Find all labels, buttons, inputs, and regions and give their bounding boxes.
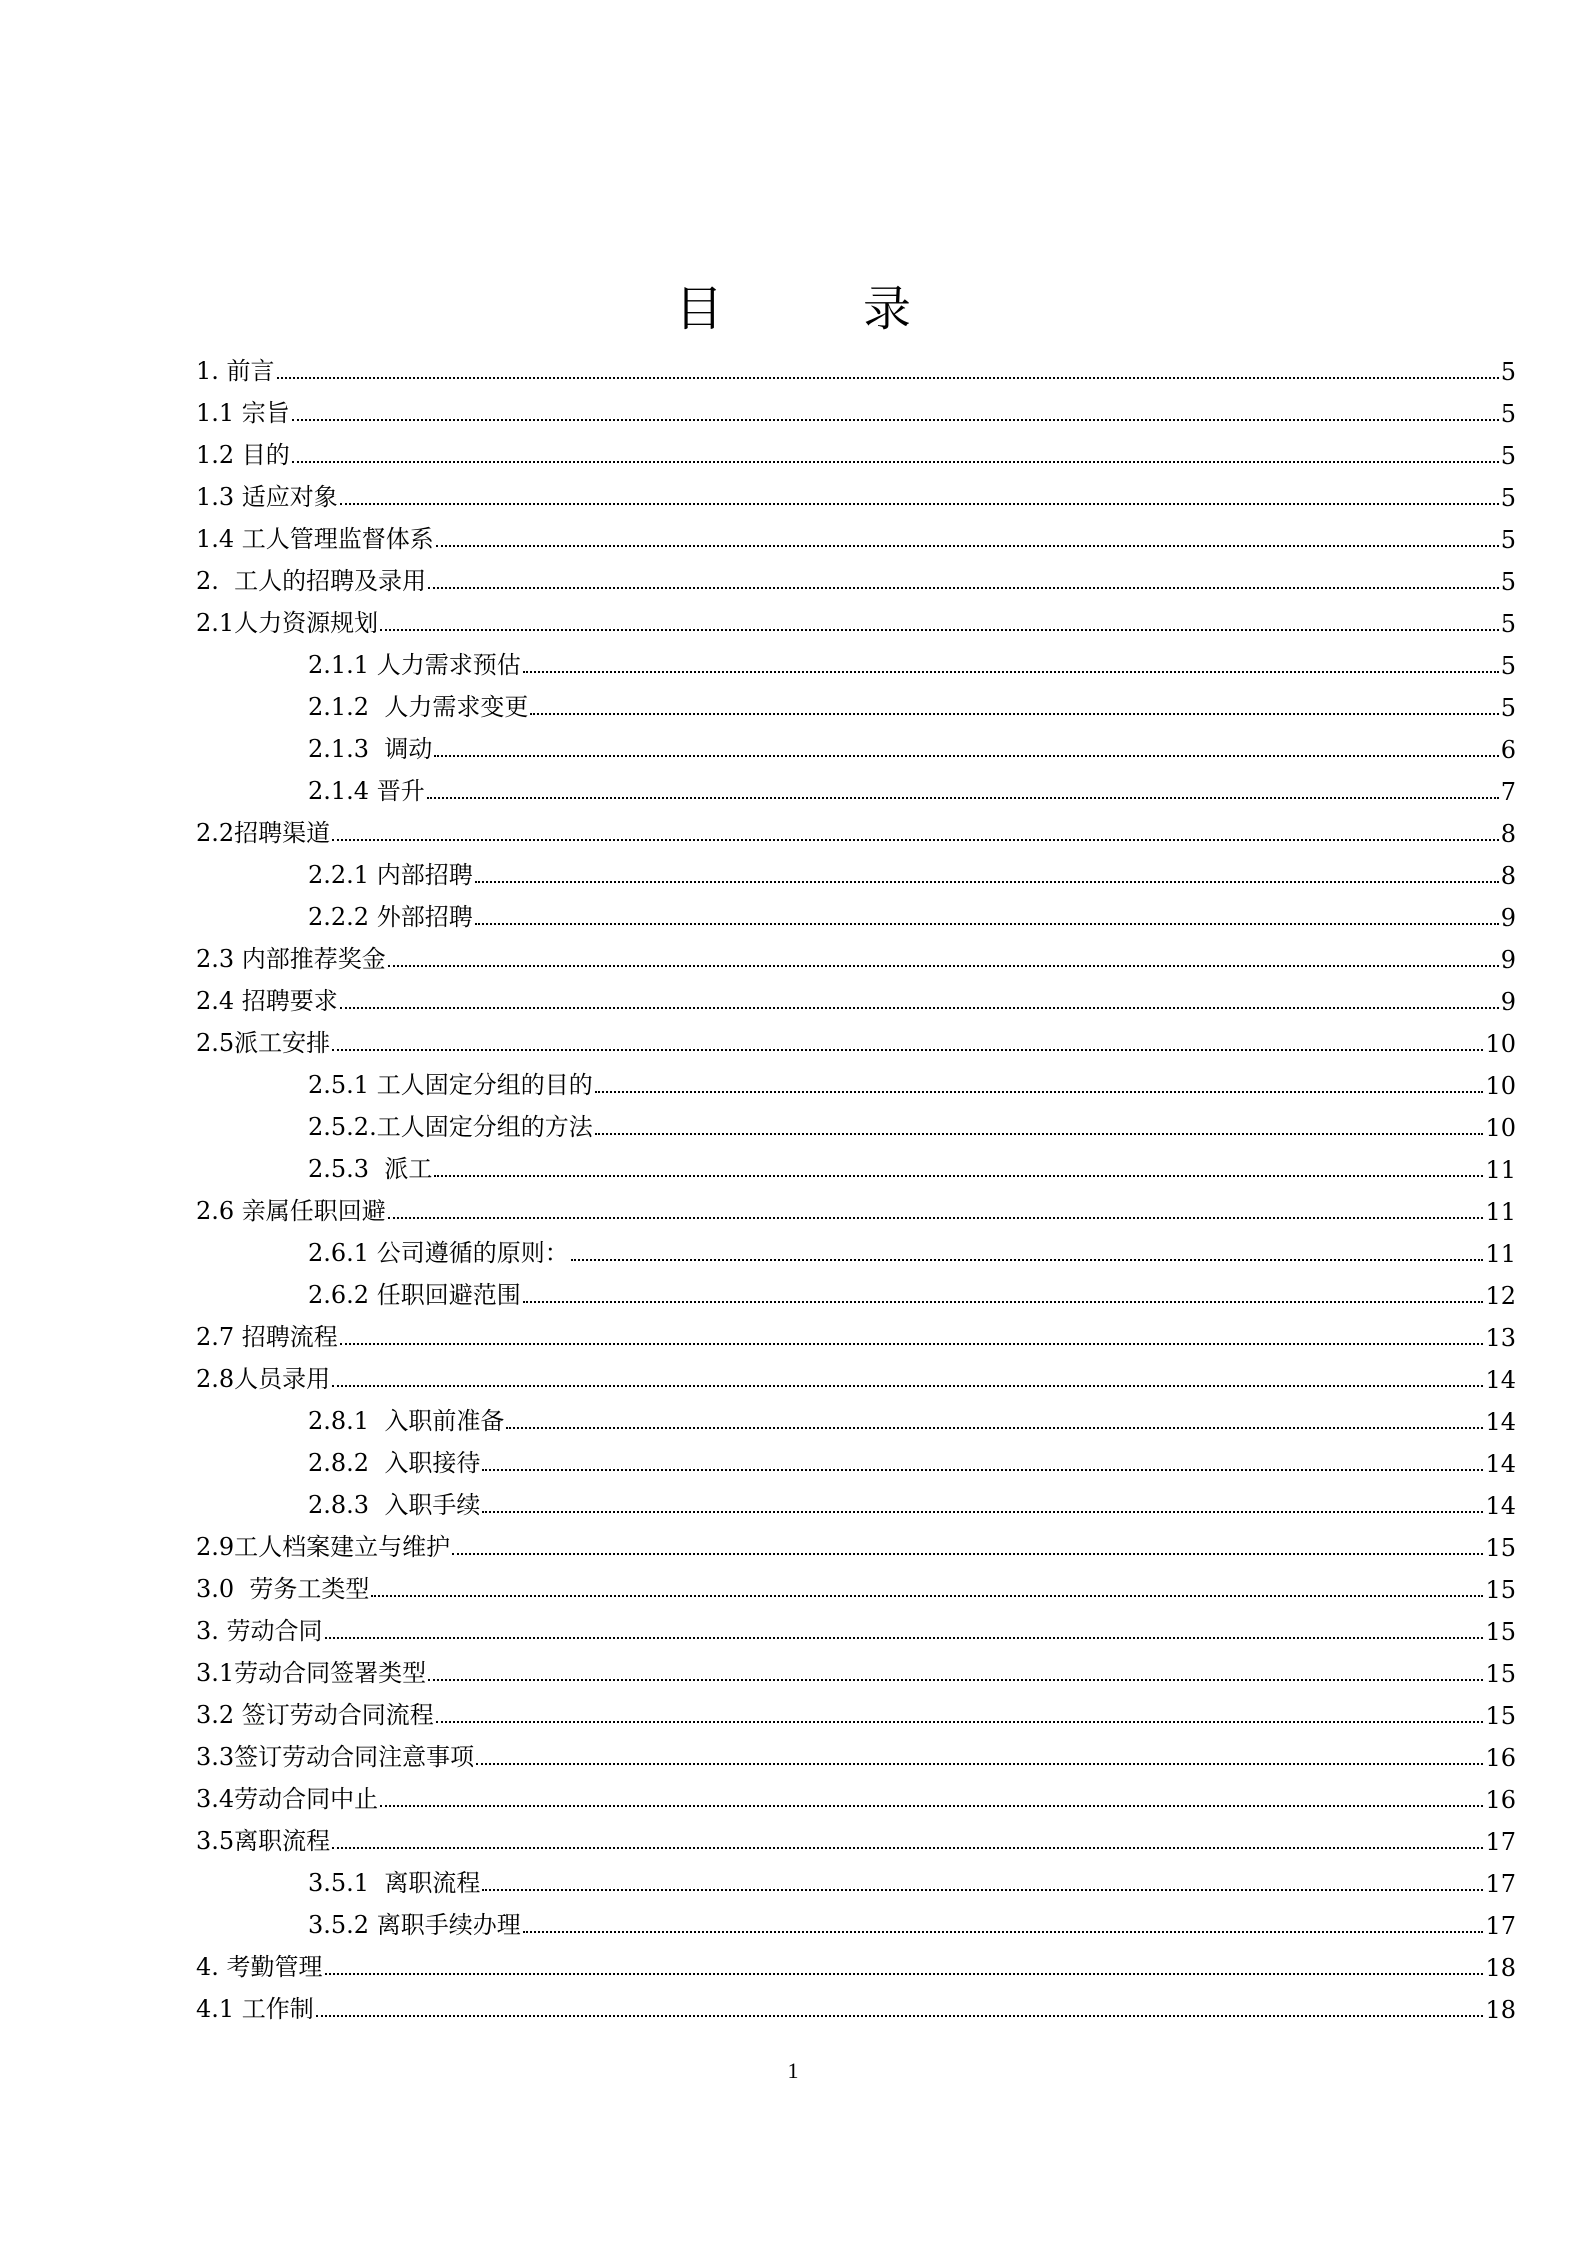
table-of-contents [196,344,1516,2024]
title-char-left: 目 [674,281,723,337]
toc-dot-leader [434,1175,1483,1177]
toc-dot-leader [325,1637,1484,1639]
toc-entry-page: 6 [1500,736,1516,764]
toc-entry-page: 5 [1500,400,1516,428]
toc-entry-label: 2.6 亲属任职回避 [196,1197,386,1225]
toc-dot-leader [340,1007,1499,1009]
toc-entry-page: 9 [1500,946,1516,974]
toc-entry-label: 1. 前言 [196,357,275,385]
toc-entry[interactable] [196,1856,1516,1898]
toc-entry[interactable] [196,1646,1516,1688]
toc-entry-page: 5 [1500,442,1516,470]
toc-dot-leader [475,881,1499,883]
toc-entry[interactable] [196,764,1516,806]
toc-entry-label: 2.9工人档案建立与维护 [196,1533,451,1561]
toc-entry-label: 2. 工人的招聘及录用 [196,567,427,595]
toc-dot-leader [332,1847,1483,1849]
toc-entry-page: 10 [1485,1114,1516,1142]
toc-dot-leader [277,377,1499,379]
toc-entry-label: 2.1人力资源规划 [196,609,379,637]
toc-dot-leader [340,503,1499,505]
toc-dot-leader [380,629,1499,631]
toc-dot-leader [388,1217,1484,1219]
toc-entry-page: 11 [1485,1198,1516,1226]
toc-entry[interactable] [196,470,1516,512]
toc-entry[interactable] [196,1688,1516,1730]
toc-dot-leader [452,1553,1483,1555]
toc-dot-leader [595,1133,1484,1135]
toc-entry[interactable] [196,932,1516,974]
toc-entry-label: 4.1 工作制 [196,1995,314,2023]
toc-entry-page: 5 [1500,484,1516,512]
toc-entry[interactable] [196,1562,1516,1604]
toc-dot-leader [332,839,1499,841]
toc-entry[interactable] [196,428,1516,470]
toc-entry[interactable] [196,1478,1516,1520]
toc-entry-page: 11 [1485,1240,1516,1268]
toc-entry[interactable] [196,1394,1516,1436]
toc-entry-page: 11 [1485,1156,1516,1184]
toc-entry[interactable] [196,1058,1516,1100]
toc-entry[interactable] [196,1226,1516,1268]
toc-dot-leader [316,2015,1484,2017]
toc-entry-label: 3.2 签订劳动合同流程 [196,1701,434,1729]
toc-dot-leader [388,965,1499,967]
toc-entry[interactable] [196,1268,1516,1310]
toc-entry-label: 1.2 目的 [196,441,290,469]
toc-entry-label: 3. 劳动合同 [196,1617,323,1645]
toc-entry-page: 10 [1485,1072,1516,1100]
toc-entry[interactable] [196,1352,1516,1394]
toc-entry-label: 3.5离职流程 [196,1827,331,1855]
toc-dot-leader [530,713,1498,715]
toc-entry[interactable] [196,512,1516,554]
toc-entry-page: 5 [1500,694,1516,722]
toc-entry[interactable] [196,1310,1516,1352]
toc-dot-leader [332,1385,1483,1387]
toc-entry-page: 15 [1485,1534,1516,1562]
toc-dot-leader [427,797,1499,799]
page-number: 1 [787,2058,799,2083]
toc-entry-page: 9 [1500,904,1516,932]
toc-entry-page: 13 [1485,1324,1516,1352]
toc-entry[interactable] [196,1520,1516,1562]
toc-entry-label: 1.3 适应对象 [196,483,338,511]
toc-entry[interactable] [196,680,1516,722]
toc-entry-page: 8 [1500,820,1516,848]
toc-entry[interactable] [196,722,1516,764]
toc-entry-label: 2.5.1 工人固定分组的目的 [308,1071,593,1099]
toc-entry[interactable] [196,974,1516,1016]
toc-entry-page: 15 [1485,1660,1516,1688]
toc-dot-leader [506,1427,1483,1429]
toc-entry[interactable] [196,1898,1516,1940]
toc-entry-page: 9 [1500,988,1516,1016]
toc-entry-page: 5 [1500,652,1516,680]
toc-entry[interactable] [196,1142,1516,1184]
title-char-right: 录 [863,281,912,337]
toc-dot-leader [332,1049,1483,1051]
toc-entry-page: 16 [1485,1786,1516,1814]
toc-entry[interactable] [196,1016,1516,1058]
toc-entry-label: 3.5.2 离职手续办理 [308,1911,521,1939]
toc-entry[interactable] [196,1100,1516,1142]
toc-dot-leader [292,419,1499,421]
toc-entry-label: 2.8.3 入职手续 [308,1491,481,1519]
toc-entry-page: 17 [1485,1828,1516,1856]
toc-dot-leader [476,1763,1483,1765]
toc-entry-page: 18 [1485,1954,1516,1982]
toc-entry-page: 15 [1485,1702,1516,1730]
toc-entry-page: 5 [1500,568,1516,596]
toc-entry-label: 2.1.3 调动 [308,735,433,763]
toc-entry-page: 15 [1485,1618,1516,1646]
toc-entry[interactable] [196,386,1516,428]
toc-entry[interactable] [196,806,1516,848]
toc-entry-label: 2.8.1 入职前准备 [308,1407,505,1435]
toc-entry-label: 2.5.3 派工 [308,1155,433,1183]
toc-entry-label: 2.2招聘渠道 [196,819,331,847]
toc-entry-page: 17 [1485,1870,1516,1898]
toc-entry-page: 15 [1485,1576,1516,1604]
toc-entry-page: 12 [1485,1282,1516,1310]
toc-entry-label: 2.6.1 公司遵循的原则： [308,1239,569,1267]
toc-dot-leader [523,1301,1484,1303]
toc-entry-label: 1.1 宗旨 [196,399,290,427]
toc-entry-label: 3.1劳动合同签署类型 [196,1659,427,1687]
toc-entry-page: 7 [1500,778,1516,806]
toc-entry-page: 17 [1485,1912,1516,1940]
toc-entry[interactable] [196,1772,1516,1814]
toc-entry[interactable] [196,890,1516,932]
toc-entry-page: 16 [1485,1744,1516,1772]
toc-dot-leader [436,1721,1484,1723]
toc-dot-leader [292,461,1499,463]
toc-dot-leader [371,1595,1483,1597]
toc-entry-page: 14 [1485,1450,1516,1478]
toc-dot-leader [428,1679,1483,1681]
toc-entry-page: 18 [1485,1996,1516,2024]
toc-dot-leader [571,1259,1484,1261]
toc-entry-label: 2.4 招聘要求 [196,987,338,1015]
toc-entry-page: 14 [1485,1366,1516,1394]
toc-entry-label: 2.7 招聘流程 [196,1323,338,1351]
toc-entry-label: 2.3 内部推荐奖金 [196,945,386,973]
toc-entry-label: 2.2.2 外部招聘 [308,903,473,931]
toc-dot-leader [436,545,1499,547]
toc-entry-label: 3.5.1 离职流程 [308,1869,481,1897]
toc-entry-label: 3.4劳动合同中止 [196,1785,379,1813]
toc-entry-label: 2.1.1 人力需求预估 [308,651,521,679]
toc-entry-label: 1.4 工人管理监督体系 [196,525,434,553]
toc-dot-leader [340,1343,1484,1345]
toc-dot-leader [523,1931,1484,1933]
toc-entry-page: 8 [1500,862,1516,890]
toc-entry-label: 2.8人员录用 [196,1365,331,1393]
toc-entry[interactable] [196,1604,1516,1646]
toc-entry-page: 5 [1500,610,1516,638]
toc-entry-label: 2.2.1 内部招聘 [308,861,473,889]
toc-dot-leader [595,1091,1484,1093]
toc-entry-page: 10 [1485,1030,1516,1058]
toc-entry-label: 2.1.2 人力需求变更 [308,693,529,721]
toc-entry[interactable] [196,1436,1516,1478]
toc-entry-page: 14 [1485,1492,1516,1520]
toc-entry[interactable] [196,344,1516,386]
toc-entry[interactable] [196,554,1516,596]
toc-entry-label: 3.3签订劳动合同注意事项 [196,1743,475,1771]
toc-dot-leader [475,923,1499,925]
toc-dot-leader [434,755,1498,757]
toc-entry-page: 5 [1500,358,1516,386]
toc-dot-leader [380,1805,1483,1807]
toc-dot-leader [482,1469,1483,1471]
toc-entry-label: 2.8.2 入职接待 [308,1449,481,1477]
toc-dot-leader [428,587,1499,589]
toc-entry-label: 2.1.4 晋升 [308,777,425,805]
toc-entry[interactable] [196,596,1516,638]
toc-entry-label: 2.5派工安排 [196,1029,331,1057]
toc-dot-leader [325,1973,1484,1975]
toc-entry[interactable] [196,1730,1516,1772]
toc-entry[interactable] [196,1814,1516,1856]
toc-entry-page: 14 [1485,1408,1516,1436]
toc-entry-label: 2.6.2 任职回避范围 [308,1281,521,1309]
toc-dot-leader [482,1889,1483,1891]
toc-entry-label: 4. 考勤管理 [196,1953,323,1981]
toc-entry[interactable] [196,848,1516,890]
page-title [0,270,1586,339]
toc-entry[interactable] [196,1982,1516,2024]
toc-dot-leader [523,671,1499,673]
toc-entry-label: 3.0 劳务工类型 [196,1575,370,1603]
toc-entry[interactable] [196,1184,1516,1226]
toc-entry[interactable] [196,1940,1516,1982]
toc-entry-label: 2.5.2.工人固定分组的方法 [308,1113,593,1141]
toc-entry-page: 5 [1500,526,1516,554]
toc-dot-leader [482,1511,1483,1513]
toc-entry[interactable] [196,638,1516,680]
